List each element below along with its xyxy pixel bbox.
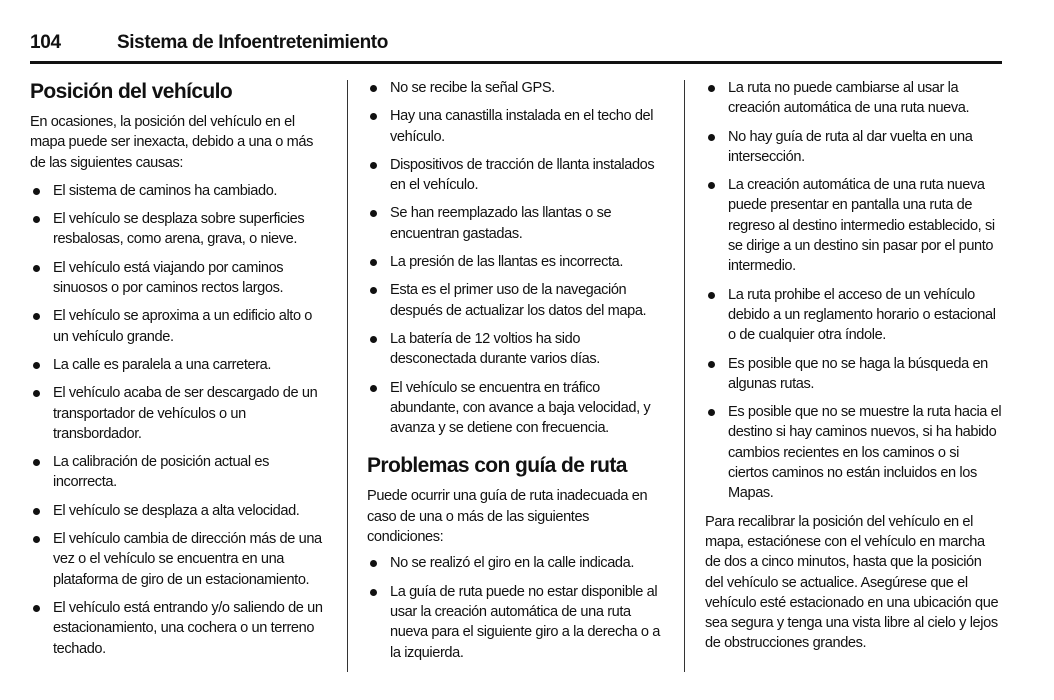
list-item: Esta es el primer uso de la navegación después de actualizar los datos del mapa. [367, 280, 665, 321]
list-item: El vehículo cambia de dirección más de una vez o el vehículo se encuentra en una plataforma de giro de un estacionamiento. [30, 529, 330, 590]
page-number: 104 [30, 32, 61, 53]
column-3 [705, 78, 1002, 658]
list-item: No se recibe la señal GPS. [367, 78, 665, 98]
section-intro: En ocasiones, la posición del vehículo en el mapa puede ser inexacta, debido a una o más de las siguientes causas: [30, 114, 313, 171]
section-intro: Puede ocurrir una guía de ruta inadecuada en caso de una o más de las siguientes condiciones: [367, 488, 648, 546]
list-item: No se realizó el giro en la calle indicada. [367, 553, 665, 573]
list-item: La guía de ruta puede no estar disponible al usar la creación automática de una ruta nueva para el siguiente giro a la derecha o a la izquierda. [367, 582, 665, 663]
column-divider [684, 80, 685, 672]
list-item: El sistema de caminos ha cambiado. [30, 181, 330, 201]
list-item: La presión de las llantas es incorrecta. [367, 252, 665, 272]
list-item: No hay guía de ruta al dar vuelta en una intersección. [705, 127, 1002, 168]
list-item: Se han reemplazado las llantas o se encuentran gastadas. [367, 203, 665, 244]
list-item: El vehículo se desplaza sobre superficies resbalosas, como arena, grava, o nieve. [30, 209, 330, 250]
section-heading-vehicle-position: Posición del vehículo [30, 80, 233, 103]
column-2 [367, 78, 665, 671]
list-item: La batería de 12 voltios ha sido desconectada durante varios días. [367, 329, 665, 370]
list-item: El vehículo se encuentra en tráfico abundante, con avance a baja velocidad, y avanza y se detiene con frecuencia. [367, 378, 665, 439]
column-divider [347, 80, 348, 672]
list-item: El vehículo se aproxima a un edificio alto o un vehículo grande. [30, 306, 330, 347]
list-item: El vehículo acaba de ser descargado de un transportador de vehículos o un transbordador. [30, 383, 330, 444]
list-item: La ruta prohibe el acceso de un vehículo debido a un reglamento horario o estacional o de cualquier otra índole. [705, 285, 1002, 346]
list-item: Es posible que no se haga la búsqueda en algunas rutas. [705, 354, 1002, 395]
section-heading-route-guidance: Problemas con guía de ruta [367, 454, 627, 478]
list-item: La calle es paralela a una carretera. [30, 355, 330, 375]
list-item: La calibración de posición actual es incorrecta. [30, 452, 330, 493]
recalibration-paragraph: Para recalibrar la posición del vehículo en el mapa, estaciónese con el vehículo en marcha de dos a cinco minutos, hasta que la posición del vehículo se actualice. Asegúrese que el vehículo esté estacionado en una ubicación que sea segura y tenga una vista libre al cielo y lejos de obstrucciones grandes. [705, 513, 999, 652]
list-item: El vehículo está viajando por caminos sinuosos o por caminos rectos largos. [30, 258, 330, 299]
page-header [30, 30, 1002, 64]
header-title: Sistema de Infoentretenimiento [117, 32, 388, 53]
list-item: El vehículo se desplaza a alta velocidad. [30, 501, 330, 521]
cause-list-continued [367, 78, 665, 438]
list-item: El vehículo está entrando y/o saliendo de un estacionamiento, una cochera o un terreno techado. [30, 598, 330, 659]
list-item: Es posible que no se muestre la ruta hacia el destino si hay caminos nuevos, si ha habido cambios recientes en los caminos o si ciertos caminos no están incluidos en los Mapas. [705, 402, 1002, 503]
list-item: La creación automática de una ruta nueva puede presentar en pantalla una ruta de regreso al destino intermedio establecido, si se dirige a un destino sin pasar por el punto intermedio. [705, 175, 1002, 276]
condition-list-continued [705, 78, 1002, 504]
list-item: La ruta no puede cambiarse al usar la creación automática de una ruta nueva. [705, 78, 1002, 119]
column-1 [30, 78, 330, 667]
list-item: Hay una canastilla instalada en el techo del vehículo. [367, 106, 665, 147]
list-item: Dispositivos de tracción de llanta instalados en el vehículo. [367, 155, 665, 196]
condition-list [367, 553, 665, 662]
cause-list [30, 181, 330, 659]
